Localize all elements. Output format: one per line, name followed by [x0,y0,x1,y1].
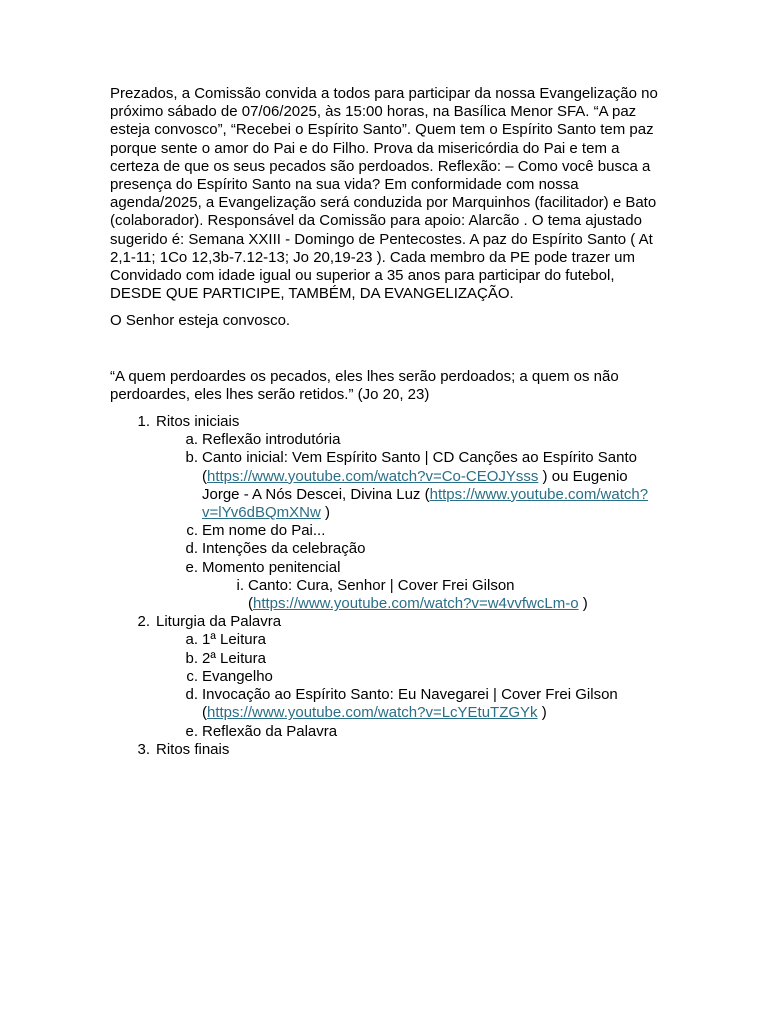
blessing-line: O Senhor esteja convosco. [110,312,291,330]
item-label: Invocação ao Espírito Santo: Eu Navegarei | Cover Frei Gilson [202,686,618,704]
list-item [186,522,658,540]
item-label: Evangelho [202,667,273,685]
list-marker: 1. [137,413,150,431]
paren-open: ( [424,485,430,503]
paren-open: ( [202,704,207,722]
document-body [110,85,658,759]
list-marker: d. [185,540,198,558]
youtube-link-eu-navegarei[interactable]: https://www.youtube.com/watch?v=LcYEtuTZGYk [207,704,538,722]
list-marker: b. [185,449,198,467]
list-marker: 3. [137,740,150,758]
item-label: Em nome do Pai... [202,522,326,540]
alternative-song-text: ) ou Eugenio Jorge - A Nós Descei, Divina Luz [202,467,628,503]
paren-close: ) [578,595,588,613]
subsection-list [156,631,658,740]
list-marker: a. [185,631,198,649]
youtube-link-cura-senhor[interactable]: https://www.youtube.com/watch?v=w4vvfwcLm-o [253,595,579,613]
list-marker: b. [185,649,198,667]
paren-close: ) [320,504,330,522]
sub-subsection-list [202,577,658,613]
item-label: 1ª Leitura [202,631,266,649]
paren-open: ( [202,467,207,485]
paren-close: ) [537,704,547,722]
list-item [186,667,658,686]
list-marker: a. [185,431,198,449]
youtube-link-vem-espirito-santo[interactable]: https://www.youtube.com/watch?v=Co-CEOJYsss [207,467,539,485]
list-marker: c. [186,522,198,540]
outline-section-ritos-iniciais [137,413,658,613]
list-item [185,722,658,741]
outline-section-ritos-finais [137,740,658,759]
list-item [236,576,658,613]
list-marker: 2. [137,613,150,631]
youtube-link-a-nos-descei[interactable]: https://www.youtube.com/watch?v=lYv6dBQmXNw [202,485,649,522]
list-item [185,449,658,522]
list-item [185,631,658,649]
outline-section-liturgia-da-palavra [137,613,658,740]
item-label: Canto inicial: Vem Espírito Santo | CD Canções ao Espírito Santo [202,449,637,467]
list-item [185,558,658,614]
item-label: Reflexão da Palavra [202,722,338,740]
list-marker: i. [236,576,244,594]
list-marker: e. [185,722,198,740]
section-title: Ritos finais [156,740,230,758]
item-label: Canto: Cura, Senhor | Cover Frei Gilson [248,576,515,594]
list-item [185,686,658,722]
item-label: 2ª Leitura [202,649,266,667]
celebration-outline [110,413,658,759]
item-label: Reflexão introdutória [202,431,341,449]
section-title: Liturgia da Palavra [156,613,282,631]
intro-paragraph: Prezados, a Comissão convida a todos para participar da nossa Evangelização no próximo sábado de 07/06/2025, às 15:00 horas, na Basílica Menor SFA. “A paz esteja convosco”, “Recebei o Espírito Santo”. Quem tem o Espírito Santo tem paz porque sente o amor do Pai e do Filho. Prova da misericórdia do Pai e tem a certeza de que os seus pecados são perdoados. Reflexão: – Como você busca a presença do Espírito Santo na sua vida? Em conformidade com nossa agenda/2025, a Evangelização será conduzida por Marquinhos (facilitador) e Bato (colaborador). Responsável da Comissão para apoio: Alarcão . O tema ajustado sugerido é: Semana XXIII - Domingo de Pentecostes. A paz do Espírito Santo ( At 2,1-11; 1Co 12,3b-7.12-13; Jo 20,19-23 ). Cada membro da PE pode trazer um Convidado com idade igual ou superior a 35 anos para participar do futebol, DESDE QUE PARTICIPE, TAMBÉM, DA EVANGELIZAÇÃO. [110,85,658,303]
item-label: Momento penitencial [202,558,341,576]
list-marker: c. [186,667,198,685]
scripture-quote: “A quem perdoardes os pecados, eles lhes serão perdoados; a quem os não perdoardes, eles lhes serão retidos.” (Jo 20, 23) [110,367,619,403]
list-marker: d. [185,686,198,704]
paren-open: ( [248,595,253,613]
subsection-list [156,431,658,613]
section-title: Ritos iniciais [156,413,240,431]
list-item [185,649,658,668]
list-item [185,540,658,558]
item-label: Intenções da celebração [202,540,366,558]
list-item [185,431,658,449]
list-marker: e. [185,558,198,576]
